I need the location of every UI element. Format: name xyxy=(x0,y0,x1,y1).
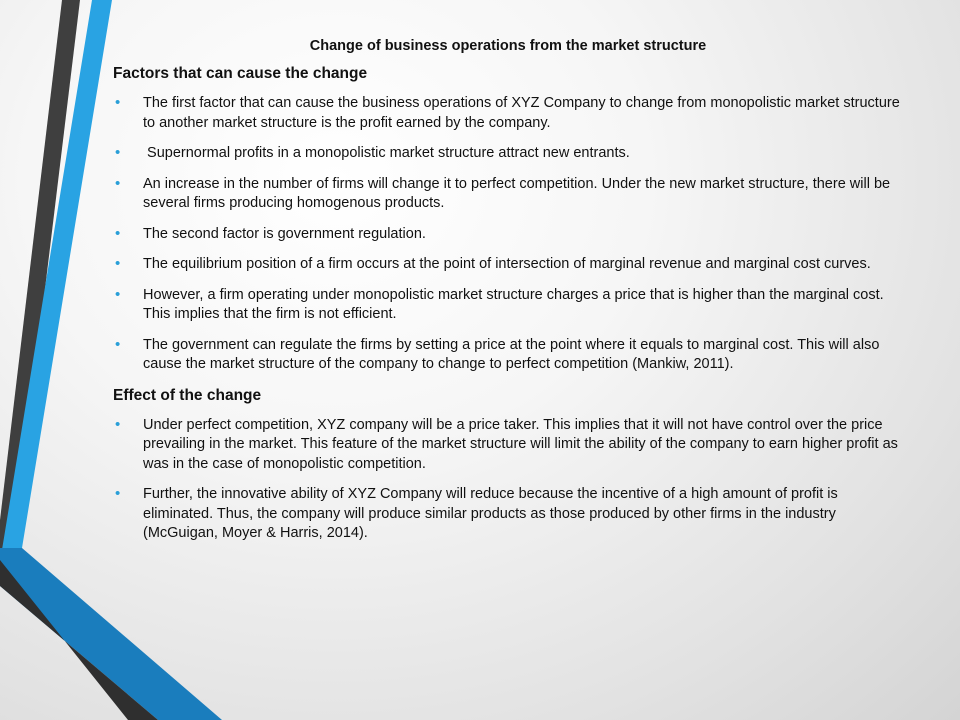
factors-list xyxy=(113,94,903,375)
list-item xyxy=(113,175,903,214)
list-item xyxy=(113,416,903,475)
list-item xyxy=(113,485,903,544)
list-item xyxy=(113,286,903,325)
bullet-text: Supernormal profits in a monopolistic market structure attract new entrants. xyxy=(143,145,630,161)
section-heading-effect: Effect of the change xyxy=(113,386,262,404)
bullet-icon: • xyxy=(115,255,121,272)
bullet-icon: • xyxy=(115,285,121,303)
bullet-text: Under perfect competition, XYZ company will be a price taker. This implies that it will not have control over the price prevailing in the market. This feature of the market structure will limit the ability of the company to earn higher profit as was in the case of monopolistic competition. xyxy=(143,416,898,472)
bullet-text: The equilibrium position of a firm occurs at the point of intersection of marginal revenue and marginal cost curves. xyxy=(143,256,871,272)
list-item xyxy=(113,225,903,245)
bullet-icon: • xyxy=(115,144,121,161)
bullet-text: Further, the innovative ability of XYZ Company will reduce because the incentive of a high amount of profit is eliminated. Thus, the company will produce similar products as those produced by other firms in the industry (McGuigan, Moyer & Harris, 2014). xyxy=(143,486,838,541)
bullet-icon: • xyxy=(115,224,121,242)
slide-content xyxy=(113,36,903,555)
bullet-icon: • xyxy=(115,94,121,111)
bullet-icon: • xyxy=(115,485,121,502)
bullet-icon: • xyxy=(115,174,121,192)
bullet-text: The first factor that can cause the business operations of XYZ Company to change from monopolistic market structure to another market structure is the profit earned by the company. xyxy=(143,95,900,131)
bullet-text: However, a firm operating under monopolistic market structure charges a price that is higher than the marginal cost. This implies that the firm is not efficient. xyxy=(143,286,884,322)
list-item xyxy=(113,336,903,375)
list-item xyxy=(113,144,903,164)
section-heading-factors: Factors that can cause the change xyxy=(113,65,368,82)
bullet-icon: • xyxy=(115,415,121,433)
bullet-text: An increase in the number of firms will change it to perfect competition. Under the new market structure, there will be several firms producing homogenous products. xyxy=(143,175,891,211)
list-item xyxy=(113,255,903,275)
list-item xyxy=(113,94,903,133)
dark-diagonal-stripe xyxy=(0,0,80,558)
effects-list xyxy=(113,416,903,544)
bullet-text: The government can regulate the firms by setting a price at the point where it equals to marginal cost. This will also cause the market structure of the company to change to perfect competition (Mankiw, 2011). xyxy=(143,336,880,372)
bullet-icon: • xyxy=(115,335,121,353)
slide-title: Change of business operations from the market structure xyxy=(309,38,707,54)
bullet-text: The second factor is government regulation. xyxy=(143,225,426,242)
